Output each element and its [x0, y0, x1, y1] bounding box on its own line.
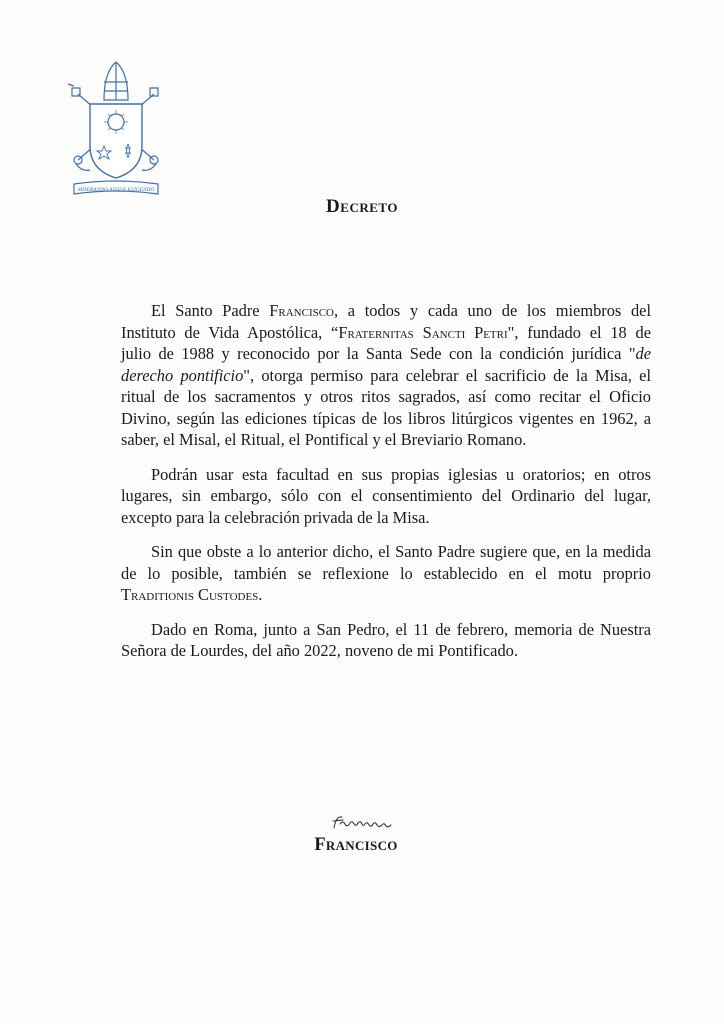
text-line: El Santo Padre Francisco, a todos y cada uno de los miembros del: [151, 301, 652, 320]
text-line: lugares, sin embargo, sólo con el consentimiento del Ordinario del lugar,: [121, 486, 651, 505]
paragraph-2: [121, 464, 651, 529]
text-line: derecho pontificio", otorga permiso para celebrar el sacrificio de la Misa, el: [121, 365, 652, 385]
text-line: ritual de los sacramentos y otros ritos sagrados, así como recitar el Oficio: [121, 387, 651, 406]
text-line: saber, el Misal, el Ritual, el Pontifical y el Breviario Romano.: [121, 430, 527, 449]
document-title: Decreto: [326, 196, 398, 217]
paragraph-4: [121, 619, 651, 662]
text-line: julio de 1988 y reconocido por la Santa Sede con la condición jurídica "de: [121, 344, 651, 363]
svg-text:MISERANDO ATQUE ELIGENDO: MISERANDO ATQUE ELIGENDO: [77, 187, 155, 193]
text-line: Señora de Lourdes, del año 2022, noveno de mi Pontificado.: [121, 641, 518, 660]
text-line: Podrán usar esta facultad en sus propias iglesias u oratorios; en otros: [151, 464, 651, 484]
text-line: Sin que obste a lo anterior dicho, el Santo Padre sugiere que, en la medida: [151, 542, 651, 561]
document-body: [121, 300, 651, 675]
papal-coat-of-arms-icon: [64, 60, 168, 202]
paragraph-3: [121, 541, 651, 606]
text-line: excepto para la celebración privada de la Misa.: [121, 507, 430, 527]
text-line: Instituto de Vida Apostólica, “Fraternitas Sancti Petri", fundado el 18 de: [121, 322, 651, 342]
text-line: Dado en Roma, junto a San Pedro, el 11 de febrero, memoria de Nuestra: [151, 619, 651, 639]
text-line: Traditionis Custodes.: [121, 585, 263, 604]
paragraph-1: [121, 300, 651, 451]
text-line: Divino, según las ediciones típicas de los libros litúrgicos vigentes en 1962, a: [121, 408, 651, 428]
text-line: de lo posible, también se reflexione lo establecido en el motu proprio: [121, 563, 651, 583]
handwritten-signature: [330, 812, 402, 834]
signatory-name: Francisco: [314, 835, 398, 855]
